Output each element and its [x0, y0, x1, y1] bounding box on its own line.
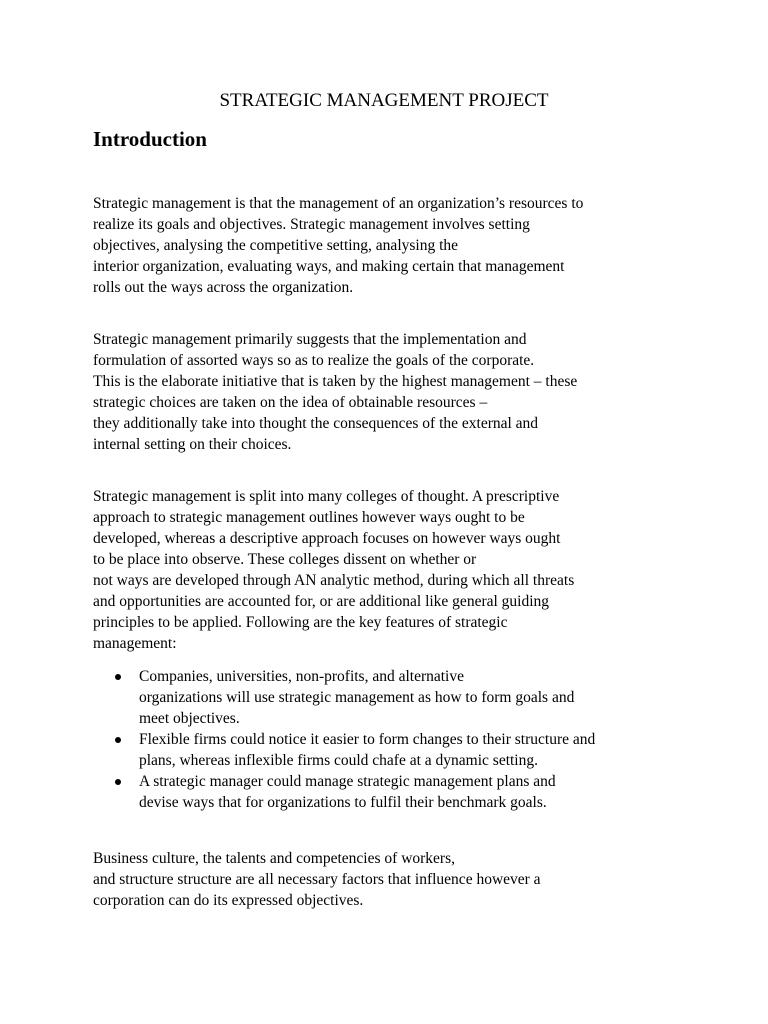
bullet-icon [115, 779, 121, 785]
key-features-list [110, 666, 700, 813]
paragraph-line: rolls out the ways across the organization. [93, 279, 354, 296]
paragraph-line: and structure structure are all necessary factors that influence however a [93, 871, 541, 888]
paragraph-line: to be place into observe. These colleges dissent on whether or [93, 551, 477, 568]
paragraph-line: principles to be applied. Following are the key features of strategic [93, 614, 508, 631]
paragraph-line: objectives, analysing the competitive setting, analysing the [93, 237, 459, 254]
paragraph-1 [93, 193, 693, 298]
paragraph-line: and opportunities are accounted for, or are additional like general guiding [93, 593, 550, 610]
list-item-line: meet objectives. [139, 710, 240, 727]
paragraph-line: realize its goals and objectives. Strategic management involves setting [93, 216, 530, 233]
paragraph-line: Business culture, the talents and competencies of workers, [93, 850, 455, 867]
paragraph-line: strategic choices are taken on the idea of obtainable resources – [93, 394, 488, 411]
list-item-line: Flexible firms could notice it easier to form changes to their structure and [139, 731, 596, 748]
list-item [110, 666, 700, 729]
paragraph-line: approach to strategic management outlines however ways ought to be [93, 509, 525, 526]
paragraph-line: Strategic management is that the management of an organization’s resources to [93, 195, 584, 212]
paragraph-line: Strategic management primarily suggests that the implementation and [93, 331, 527, 348]
paragraph-2 [93, 329, 693, 455]
list-item-line: devise ways that for organizations to fulfil their benchmark goals. [139, 794, 547, 811]
section-heading-introduction: Introduction [93, 127, 207, 151]
paragraph-line: not ways are developed through AN analytic method, during which all threats [93, 572, 575, 589]
paragraph-line: interior organization, evaluating ways, and making certain that management [93, 258, 565, 275]
paragraph-line: management: [93, 635, 177, 652]
paragraph-4 [93, 848, 693, 911]
bullet-icon [115, 674, 121, 680]
list-item-line: Companies, universities, non-profits, and alternative [139, 668, 464, 685]
list-item-line: A strategic manager could manage strategic management plans and [139, 773, 556, 790]
paragraph-line: corporation can do its expressed objectives. [93, 892, 364, 909]
paragraph-line: formulation of assorted ways so as to realize the goals of the corporate. [93, 352, 535, 369]
bullet-icon [115, 737, 121, 743]
paragraph-line: Strategic management is split into many colleges of thought. A prescriptive [93, 488, 560, 505]
paragraph-line: This is the elaborate initiative that is taken by the highest management – these [93, 373, 578, 390]
paragraph-line: developed, whereas a descriptive approach focuses on however ways ought [93, 530, 561, 547]
document-title: STRATEGIC MANAGEMENT PROJECT [219, 90, 549, 111]
paragraph-line: they additionally take into thought the consequences of the external and [93, 415, 539, 432]
list-item [110, 729, 700, 771]
list-item-line: organizations will use strategic management as how to form goals and [139, 689, 575, 706]
paragraph-line: internal setting on their choices. [93, 436, 292, 453]
list-item-line: plans, whereas inflexible firms could chafe at a dynamic setting. [139, 752, 538, 769]
list-item [110, 771, 700, 813]
paragraph-3 [93, 486, 693, 654]
